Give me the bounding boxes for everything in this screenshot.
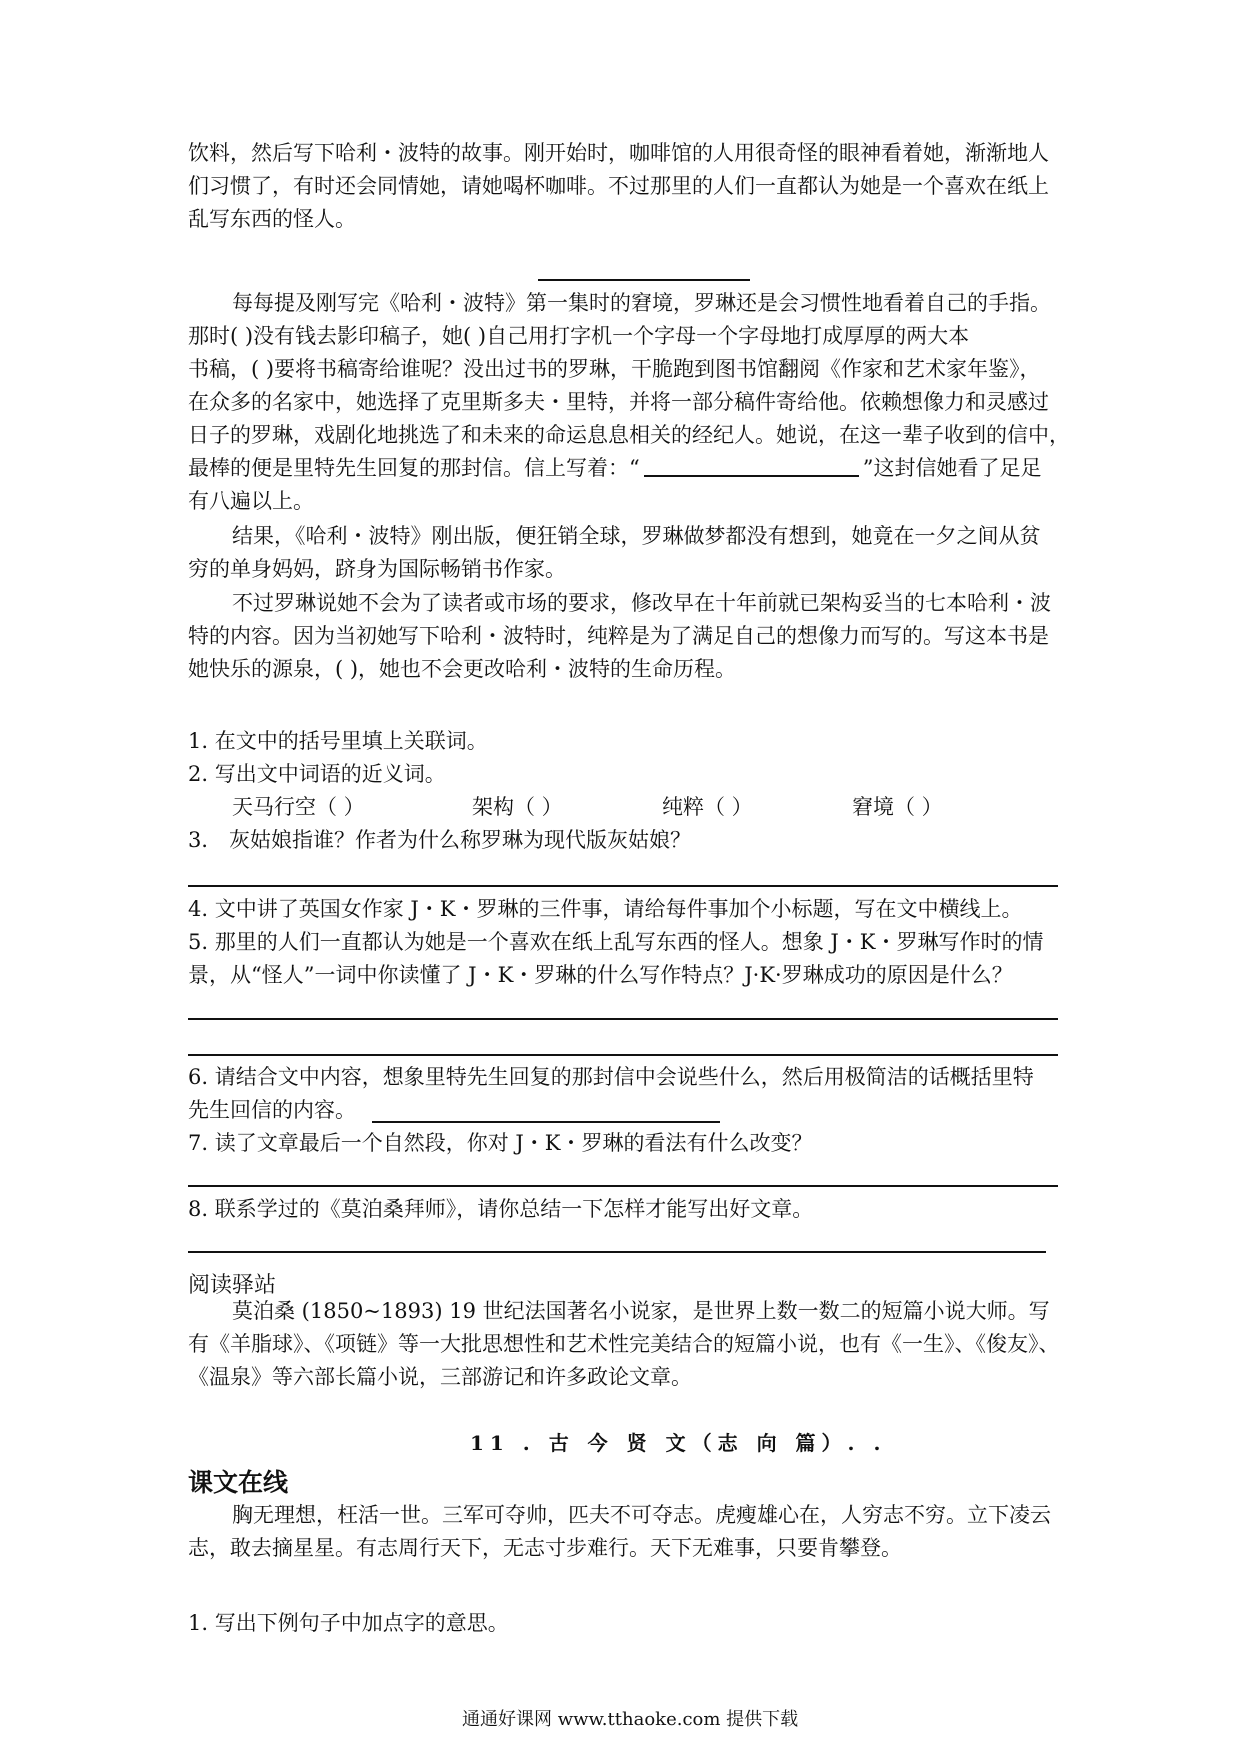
synonym-row xyxy=(232,791,1102,824)
paragraph-line: 日子的罗琳，戏剧化地挑选了和未来的命运息息相关的经纪人。她说，在这一辈子收到的信中， xyxy=(188,423,1070,447)
answer-line[interactable] xyxy=(372,1121,720,1123)
letter-content-blank[interactable] xyxy=(644,455,859,477)
letter-outro-text: ”这封信她看了足足 xyxy=(862,456,1042,480)
reading-station-line: 有《羊脂球》、《项链》等一大批思想性和艺术性完美结合的短篇小说，也有《一生》、《俊友》、 xyxy=(188,1332,1060,1356)
paragraph-line: 在众多的名家中，她选择了克里斯多夫・里特，并将一部分稿件寄给他。依赖想像力和灵感过 xyxy=(188,390,1049,414)
paragraph-line: 那时( )没有钱去影印稿子，她( )自己用打字机一个字母一个字母地打成厚厚的两大本 xyxy=(188,324,970,348)
letter-intro-text: 最棒的便是里特先生回复的那封信。信上写着：“ xyxy=(188,456,640,480)
paragraph-line: 结果，《哈利・波特》刚出版，便狂销全球，罗琳做梦都没有想到，她竟在一夕之间从贫 xyxy=(232,524,1041,548)
question-2: 2. 写出文中词语的近义词。 xyxy=(188,762,446,786)
reading-station-line: 《温泉》等六部长篇小说，三部游记和许多政论文章。 xyxy=(188,1365,692,1389)
synonym-item[interactable]: 窘境（ ） xyxy=(852,795,943,819)
question-6: 6. 请结合文中内容，想象里特先生回复的那封信中会说些什么，然后用极简洁的话概括里特 xyxy=(188,1065,1034,1089)
question-6-cont: 先生回信的内容。 xyxy=(188,1098,356,1122)
question-5-cont: 景，从“怪人”一词中你读懂了 J・K・罗琳的什么写作特点？J·K·罗琳成功的原因是什么？ xyxy=(188,963,1013,987)
synonym-item[interactable]: 纯粹（ ） xyxy=(662,795,753,819)
question-3: 3． 灰姑娘指谁？作者为什么称罗琳为现代版灰姑娘？ xyxy=(188,828,692,852)
paragraph-line: 饮料，然后写下哈利・波特的故事。刚开始时，咖啡馆的人用很奇怪的眼神看着她，渐渐地人 xyxy=(188,141,1049,165)
reading-station-label: 阅读驿站 xyxy=(188,1273,277,1298)
paragraph-line: 穷的单身妈妈，跻身为国际畅销书作家。 xyxy=(188,557,566,581)
answer-line[interactable] xyxy=(188,1054,1058,1056)
answer-line[interactable] xyxy=(188,1251,1046,1253)
question-7: 7. 读了文章最后一个自然段，你对 J・K・罗琳的看法有什么改变？ xyxy=(188,1131,813,1155)
lesson-title: 11 . 古 今 贤 文（志 向 篇）. . xyxy=(470,1431,887,1455)
answer-line[interactable] xyxy=(188,1185,1058,1187)
paragraph-line: 每每提及刚写完《哈利・波特》第一集时的窘境，罗琳还是会习惯性地看着自己的手指。 xyxy=(232,291,1051,315)
page-footer: 通通好课网 www.tthaoke.com 提供下载 xyxy=(462,1709,799,1730)
paragraph-line: 她快乐的源泉，( )，她也不会更改哈利・波特的生命历程。 xyxy=(188,657,737,681)
question-5: 5. 那里的人们一直都认为她是一个喜欢在纸上乱写东西的怪人。想象 J・K・罗琳写作时的情 xyxy=(188,930,1044,954)
answer-line[interactable] xyxy=(188,885,1058,887)
lesson-text-line: 志，敢去摘星星。有志周行天下，无志寸步难行。天下无难事，只要肯攀登。 xyxy=(188,1536,902,1560)
question-1: 1. 在文中的括号里填上关联词。 xyxy=(188,729,488,753)
paragraph-line: 不过罗琳说她不会为了读者或市场的要求，修改早在十年前就已架构妥当的七本哈利・波 xyxy=(232,591,1051,615)
subtitle-blank-line[interactable] xyxy=(538,279,750,281)
paragraph-line: 乱写东西的怪人。 xyxy=(188,207,356,231)
paragraph-line: 们习惯了，有时还会同情她，请她喝杯咖啡。不过那里的人们一直都认为她是一个喜欢在纸上 xyxy=(188,174,1049,198)
synonym-item[interactable]: 架构（ ） xyxy=(472,795,563,819)
paragraph-line xyxy=(188,452,1058,485)
question-8: 8. 联系学过的《莫泊桑拜师》，请你总结一下怎样才能写出好文章。 xyxy=(188,1197,814,1221)
synonym-item[interactable]: 天马行空（ ） xyxy=(232,795,365,819)
section-heading: 课文在线 xyxy=(188,1468,289,1497)
paragraph-line: 特的内容。因为当初她写下哈利・波特时，纯粹是为了满足自己的想像力而写的。写这本书是 xyxy=(188,624,1049,648)
paragraph-line: 有八遍以上。 xyxy=(188,489,314,513)
lesson-text-line: 胸无理想，枉活一世。三军可夺帅，匹夫不可夺志。虎瘦雄心在，人穷志不穷。立下凌云 xyxy=(232,1503,1051,1527)
answer-line[interactable] xyxy=(188,1018,1058,1020)
paragraph-line: 书稿，( )要将书稿寄给谁呢？没出过书的罗琳，干脆跑到图书馆翻阅《作家和艺术家年鉴》， xyxy=(188,357,1041,381)
lesson-question-1: 1. 写出下例句子中加点字的意思。 xyxy=(188,1611,509,1635)
reading-station-line: 莫泊桑 (1850~1893) 19 世纪法国著名小说家，是世界上数一数二的短篇小说大师。写 xyxy=(232,1299,1050,1323)
question-4: 4. 文中讲了英国女作家 J・K・罗琳的三件事，请给每件事加个小标题，写在文中横线上。 xyxy=(188,897,1023,921)
